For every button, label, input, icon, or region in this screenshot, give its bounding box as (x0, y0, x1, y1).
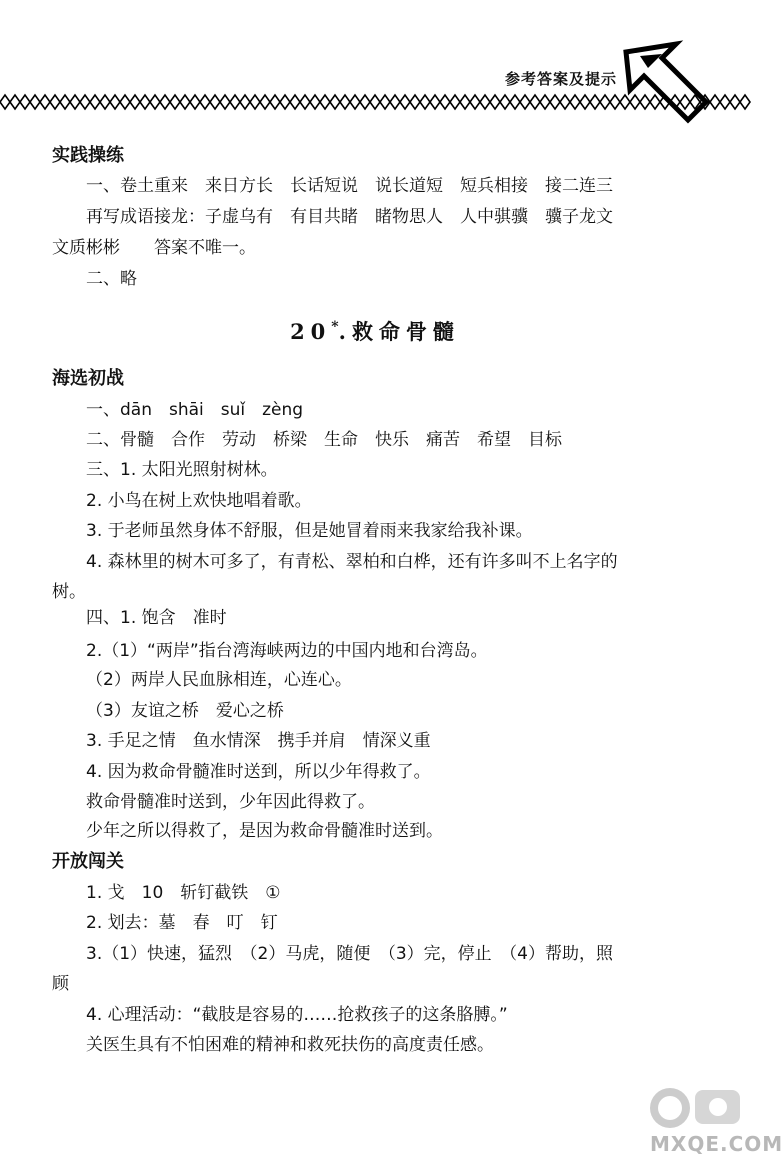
text-line: 少年之所以得救了，是因为救命骨髓准时送到。 (86, 821, 443, 841)
text-line: 3. 手足之情 鱼水情深 携手并肩 情深义重 (86, 731, 431, 751)
text-line: 一、dān shāi suǐ zèng (86, 400, 304, 420)
text-line: 1. 戈 10 斩钉截铁 ① (86, 883, 281, 903)
section-heading-first-round: 海选初战 (52, 368, 124, 389)
text-line: （3）友谊之桥 爱心之桥 (86, 701, 284, 721)
lesson-name: 救命骨髓 (351, 319, 460, 344)
text-line: （2）两岸人民血脉相连，心连心。 (86, 670, 352, 690)
watermark-text: MXQE.COM (650, 1132, 783, 1156)
text-line: 三、1. 太阳光照射树林。 (86, 460, 278, 480)
header-label: 参考答案及提示 (505, 70, 618, 88)
section-heading-open-level: 开放闯关 (52, 851, 124, 872)
lesson-mark: * (331, 319, 339, 335)
text-line: 2. 小鸟在树上欢快地唱着歌。 (86, 491, 312, 511)
lesson-number: 20 (290, 319, 332, 344)
text-line: 3.（1）快速，猛烈 （2）马虎，随便 （3）完，停止 （4）帮助，照 (86, 944, 613, 964)
text-line: 4. 森林里的树木可多了，有青松、翠柏和白桦，还有许多叫不上名字的 (86, 552, 618, 572)
section-heading-practice: 实践操练 (52, 145, 124, 166)
text-line: 3. 于老师虽然身体不舒服，但是她冒着雨来我家给我补课。 (86, 521, 533, 541)
text-line: 再写成语接龙：子虚乌有 有目共睹 睹物思人 人中骐骥 骥子龙文 (86, 207, 613, 227)
text-line: 4. 心理活动：“截肢是容易的……抢救孩子的这条胳膊。” (86, 1005, 508, 1025)
text-line: 4. 因为救命骨髓准时送到，所以少年得救了。 (86, 762, 431, 782)
text-line: 树。 (52, 582, 86, 602)
text-line: 2.（1）“两岸”指台湾海峡两边的中国内地和台湾岛。 (86, 641, 488, 661)
text-line: 2. 划去：墓 春 叮 钉 (86, 913, 278, 933)
text-line: 顾 (52, 974, 69, 994)
text-line: 一、卷土重来 来日方长 长话短说 说长道短 短兵相接 接二连三 (86, 176, 613, 196)
text-line: 二、略 (86, 269, 137, 289)
text-line: 文质彬彬 答案不唯一。 (52, 238, 256, 258)
text-line: 四、1. 饱含 准时 (86, 608, 227, 628)
text-line: 救命骨髓准时送到，少年因此得救了。 (86, 792, 375, 812)
arrow-up-left-icon (618, 36, 713, 131)
lesson-dot: . (338, 319, 352, 344)
text-line: 关医生具有不怕困难的精神和救死扶伤的高度责任感。 (86, 1035, 494, 1055)
text-line: 二、骨髓 合作 劳动 桥梁 生命 快乐 痛苦 希望 目标 (86, 430, 562, 450)
decorative-zigzag-border (0, 93, 750, 111)
lesson-title (0, 316, 750, 346)
